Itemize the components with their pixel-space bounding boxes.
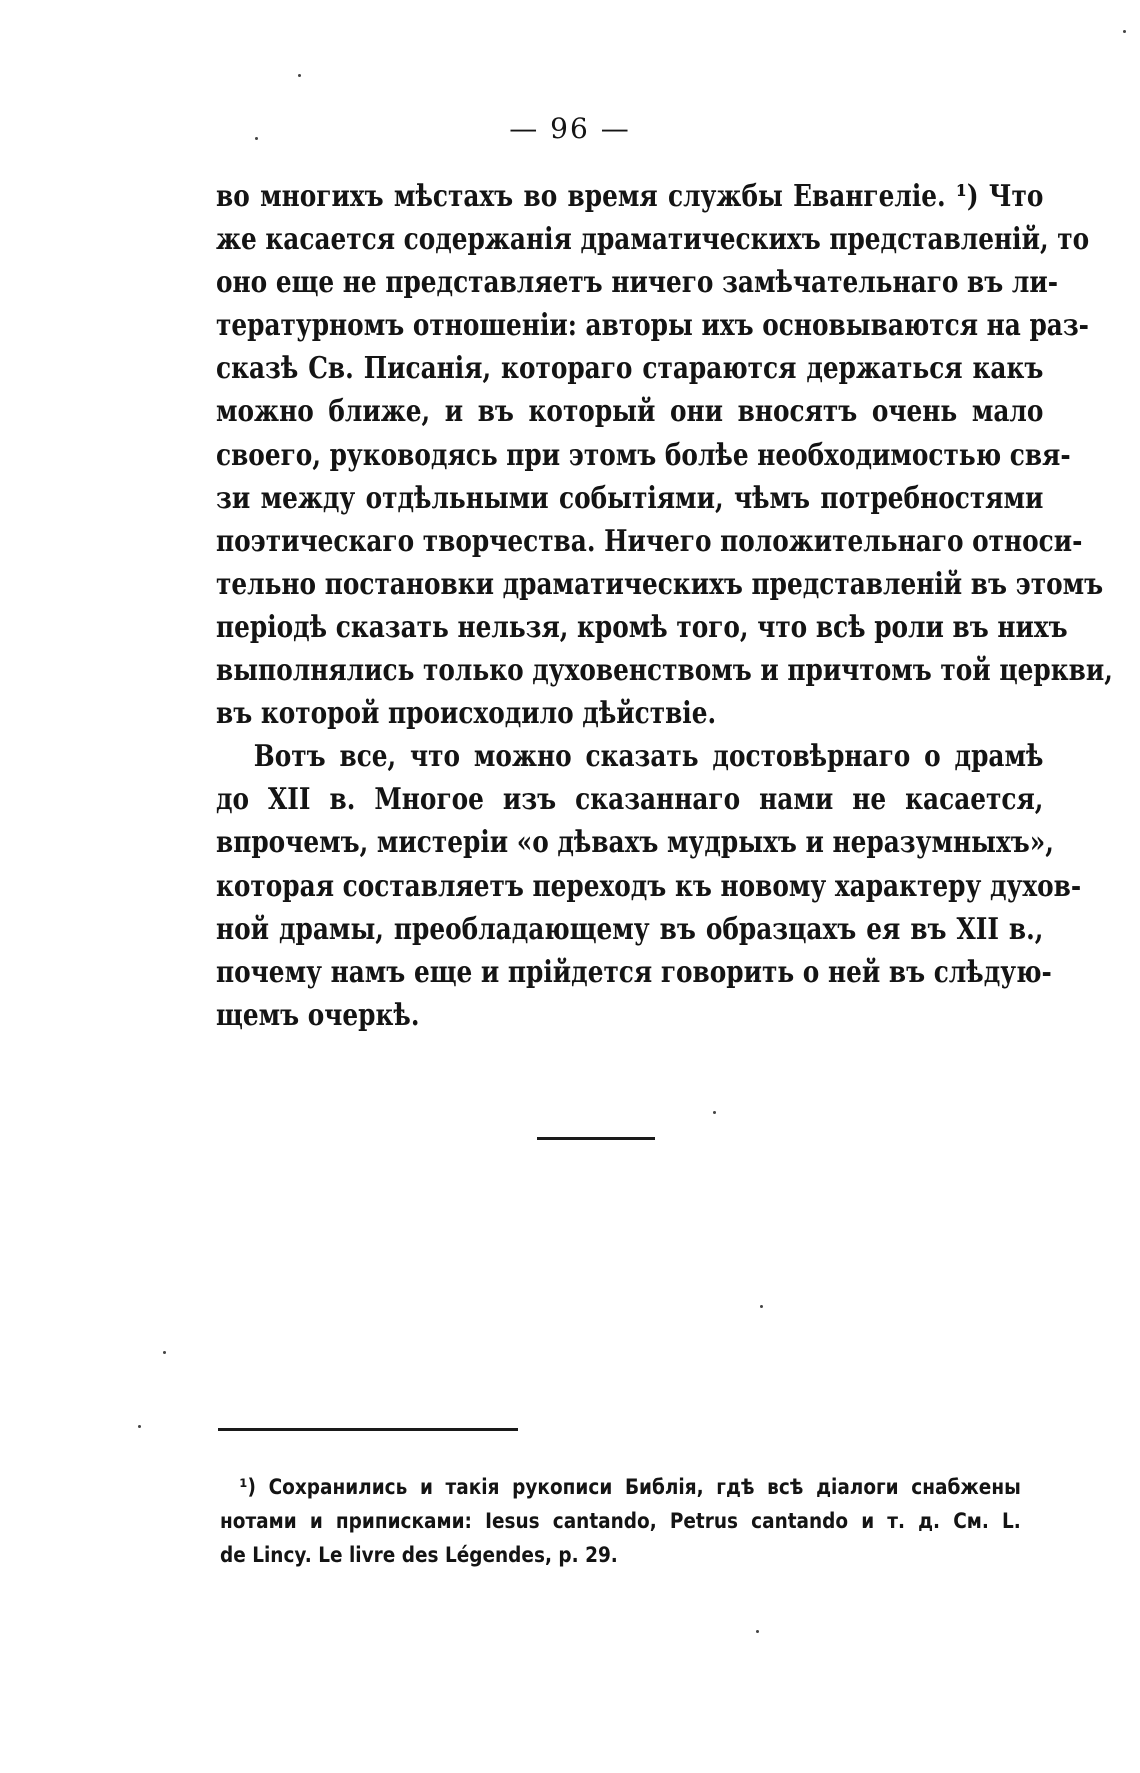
text-line: которая составляетъ переходъ къ новому характеру духов- [216, 867, 1082, 903]
text-line: до XII в. Многое изъ сказаннаго нами не касается, [216, 781, 1044, 817]
text-line: же касается содержанія драматическихъ представленій, то [216, 221, 1090, 257]
text-line: щемъ очеркѣ. [216, 996, 420, 1032]
footnote-line: ¹) Сохранились и такія рукописи Библія, гдѣ всѣ діалоги снабжены [239, 1475, 1021, 1499]
text-line: въ которой происходило дѣйствіе. [216, 695, 717, 731]
scan-speck [760, 1305, 763, 1308]
footnote-line: нотами и приписками: Iesus cantando, Petrus cantando и т. д. См. L. [220, 1509, 1021, 1533]
scan-speck [138, 1425, 141, 1428]
footnote-line: de Lincy. Le livre des Légendes, p. 29. [220, 1543, 618, 1567]
footnote [220, 1470, 1021, 1572]
text-line: періодѣ сказать нельзя, кромѣ того, что всѣ роли въ нихъ [216, 608, 1068, 644]
footnote-separator [218, 1428, 518, 1431]
text-line: зи между отдѣльными событіями, чѣмъ потребностями [216, 479, 1044, 515]
text-line: почему намъ еще и прійдется говорить о ней въ слѣдую- [216, 953, 1052, 989]
scan-speck [255, 137, 258, 140]
text-line: оно еще не представляетъ ничего замѣчательнаго въ ли- [216, 264, 1059, 300]
text-line: ной драмы, преобладающему въ образцахъ ея въ XII в., [216, 910, 1044, 946]
text-line: выполнялись только духовенствомъ и причтомъ той церкви, [216, 652, 1113, 688]
scan-speck [713, 1111, 716, 1114]
text-line: тературномъ отношеніи: авторы ихъ основываются на раз- [216, 307, 1089, 343]
scan-speck [163, 1351, 166, 1354]
main-text [216, 174, 1113, 1036]
page-number: — 96 — [509, 112, 631, 145]
scan-speck [756, 1630, 759, 1633]
text-line: Вотъ все, что можно сказать достовѣрнаго о драмѣ [253, 738, 1044, 774]
scan-speck [298, 74, 301, 77]
text-line: во многихъ мѣстахъ во время службы Евангеліе. ¹) Что [216, 178, 1044, 213]
text-line: тельно постановки драматическихъ представленій въ этомъ [216, 565, 1104, 601]
text-line: можно ближе, и въ который они вносятъ очень мало [216, 393, 1044, 429]
scan-speck [1123, 30, 1126, 33]
section-end-rule [537, 1137, 655, 1140]
text-line: впрочемъ, мистеріи «о дѣвахъ мудрыхъ и неразумныхъ», [216, 824, 1054, 860]
text-line: поэтическаго творчества. Ничего положительнаго относи- [216, 522, 1083, 558]
text-line: своего, руководясь при этомъ болѣе необходимостью свя- [216, 436, 1071, 472]
text-line: сказѣ Св. Писанія, котораго стараются держаться какъ [216, 350, 1044, 386]
